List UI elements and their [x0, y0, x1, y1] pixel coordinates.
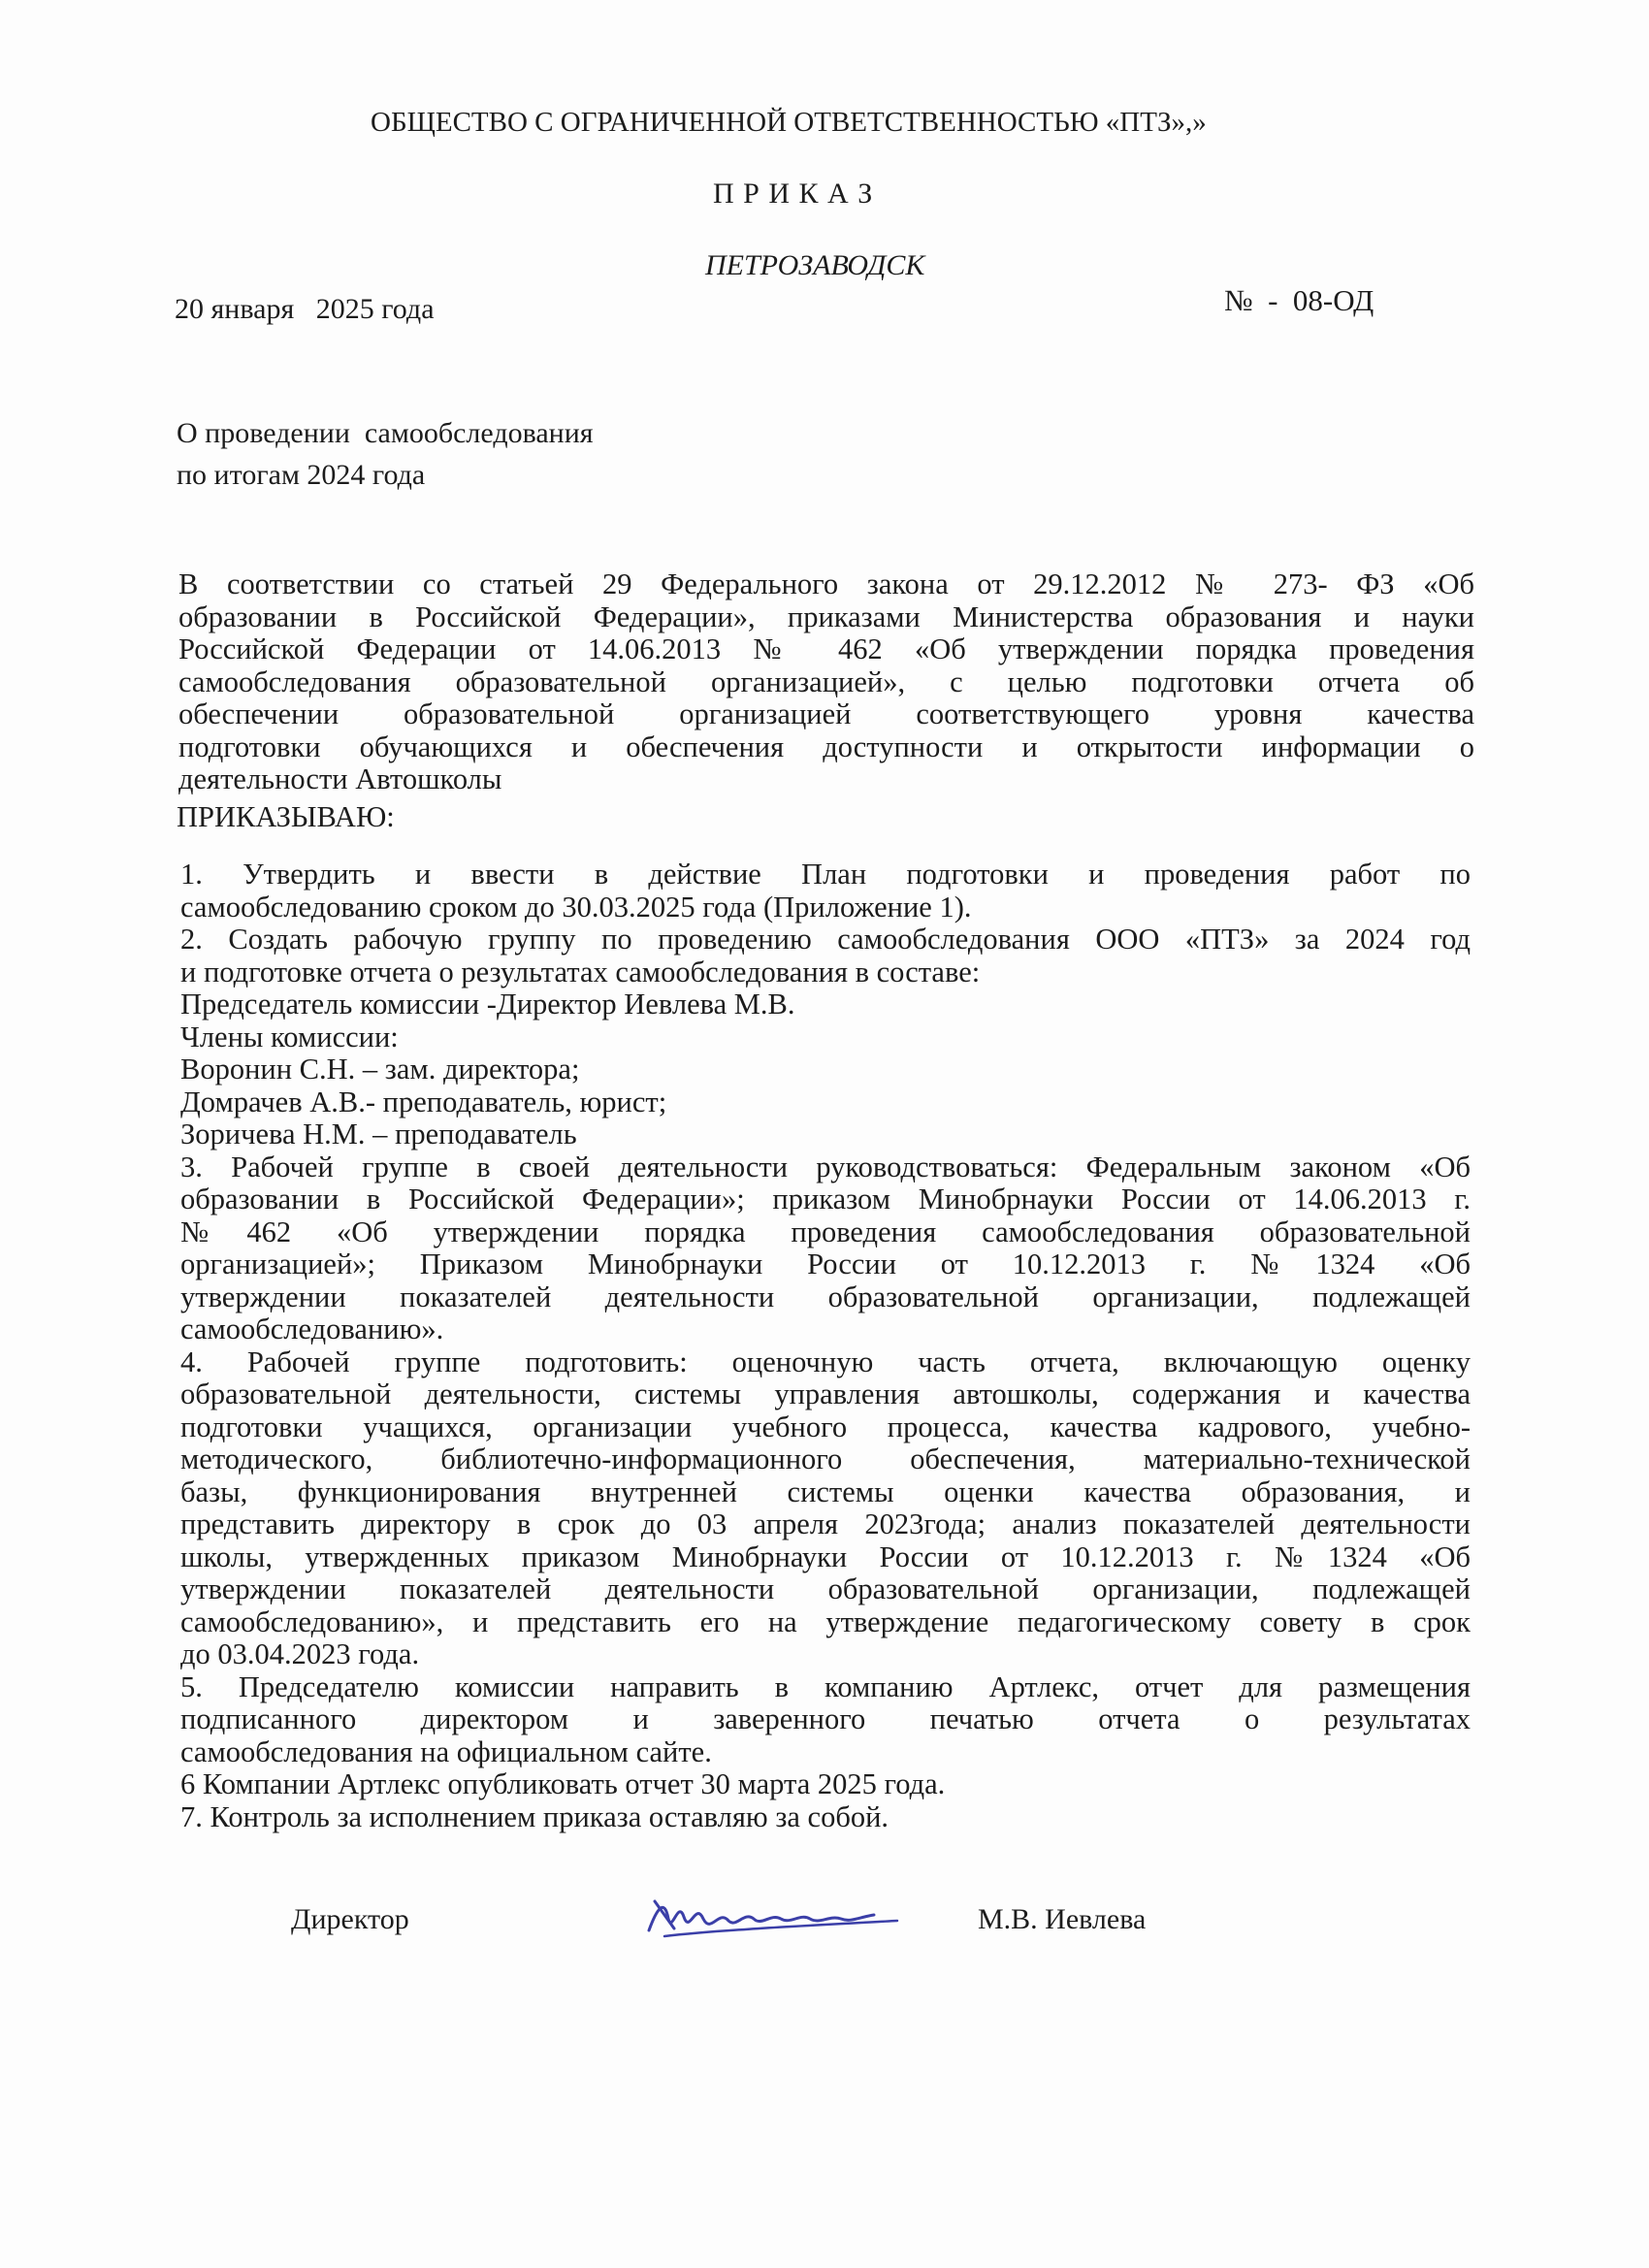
order-item-line: Домрачев А.В.- преподаватель, юрист; [180, 1085, 667, 1118]
organization-heading: ОБЩЕСТВО С ОГРАНИЧЕННОЙ ОТВЕТСТВЕННОСТЬЮ «ПТЗ»,» [371, 107, 1207, 138]
order-item-line: Члены комиссии: [180, 1020, 399, 1053]
order-item-line: до 03.04.2023 года. [180, 1637, 420, 1670]
signer-name: М.В. Иевлева [978, 1903, 1147, 1935]
order-item-line: 6 Компании Артлекс опубликовать отчет 30 марта 2025 года. [180, 1767, 946, 1800]
order-item-line: организацией»; Приказом Минобрнауки России от 10.12.2013 г. №1324 «Об [180, 1247, 1471, 1280]
city-name: ПЕТРОЗАВОДСК [705, 249, 925, 281]
subject-line-2: по итогам 2024 года [177, 459, 426, 491]
order-items [180, 859, 1471, 1833]
order-item-line: 1. Утвердить и ввести в действие План подготовки и проведения работ по [180, 858, 1471, 891]
order-item-line: 5. Председателю комиссии направить в компанию Артлекс, отчет для размещения [180, 1669, 1471, 1703]
document-type: П Р И К А З [713, 178, 874, 210]
order-number: № - 08-ОД [1224, 283, 1374, 317]
preamble-line: деятельности Автошколы [178, 762, 502, 795]
order-item-line: утверждении показателей деятельности образовательной организации, подлежащей [180, 1572, 1471, 1605]
order-item-line: образовании в Российской Федерации»; приказом Минобрнауки России от 14.06.2013 г. [180, 1183, 1471, 1215]
order-item-line: Зоричева Н.М. – преподаватель [180, 1118, 577, 1150]
preamble-line: В соответствии со статьей 29 Федерального закона от 29.12.2012 № 273- ФЗ «Об [178, 567, 1474, 600]
order-item-line: №462 «Об утверждении порядка проведения самообследования образовательной [180, 1215, 1471, 1248]
preamble-line: образовании в Российской Федерации», приказами Министерства образования и науки [178, 599, 1474, 633]
order-item-line: подписанного директором и заверенного печатью отчета о результатах [180, 1702, 1471, 1735]
signer-position: Директор [291, 1903, 409, 1935]
preamble-line: подготовки обучающихся и обеспечения доступности и открытости информации о [178, 729, 1474, 763]
preamble-line: самообследования образовательной организацией», с целью подготовки отчета об [178, 664, 1474, 698]
order-item-line: 4. Рабочей группе подготовить: оценочную часть отчета, включающую оценку [180, 1345, 1471, 1378]
order-word: ПРИКАЗЫВАЮ: [177, 800, 395, 833]
order-item-line: самообследования на официальном сайте. [180, 1734, 712, 1768]
subject-line-1: О проведении самообследования [177, 417, 594, 449]
order-item-line: Председатель комиссии -Директор Иевлева М.В. [180, 988, 795, 1021]
order-date: 20 января 2025 года [175, 293, 435, 325]
order-item-line: подготовки учащихся, организации учебного процесса, качества кадрового, учебно- [180, 1409, 1471, 1443]
preamble-line: Российской Федерации от 14.06.2013 № 462 «Об утверждении порядка проведения [178, 632, 1474, 665]
preamble-line: обеспечении образовательной организацией соответствующего уровня качества [178, 697, 1474, 730]
handwritten-signature [635, 1880, 907, 1948]
order-item-line: представить директору в срок до 03 апреля 2023года; анализ показателей деятельности [180, 1507, 1471, 1540]
order-item-line: 2. Создать рабочую группу по проведению самообследования ООО «ПТЗ» за 2024 год [180, 923, 1471, 956]
order-item-line: школы, утвержденных приказом Минобрнауки России от 10.12.2013 г. №1324 «Об [180, 1539, 1471, 1573]
order-item-line: самообследованию», и представить его на утверждение педагогическому совету в срок [180, 1604, 1471, 1638]
order-item-line: Воронин С.Н. – зам. директора; [180, 1053, 580, 1085]
order-item-line: 7. Контроль за исполнением приказа оставляю за собой. [180, 1799, 889, 1833]
order-item-line: 3. Рабочей группе в своей деятельности руководствоваться: Федеральным законом «Об [180, 1150, 1471, 1183]
order-item-line: методического, библиотечно-информационного обеспечения, материально-технической [180, 1442, 1471, 1475]
order-item-line: самообследованию сроком до 30.03.2025 года (Приложение 1). [180, 890, 972, 923]
order-item-line: самообследованию». [180, 1312, 444, 1345]
order-item-line: образовательной деятельности, системы управления автошколы, содержания и качества [180, 1377, 1471, 1410]
order-item-line: утверждении показателей деятельности образовательной организации, подлежащей [180, 1280, 1471, 1313]
order-item-line: базы, функционирования внутренней системы оценки качества образования, и [180, 1474, 1471, 1508]
order-item-line: и подготовке отчета о результатах самообследования в составе: [180, 955, 981, 988]
preamble [178, 568, 1474, 796]
